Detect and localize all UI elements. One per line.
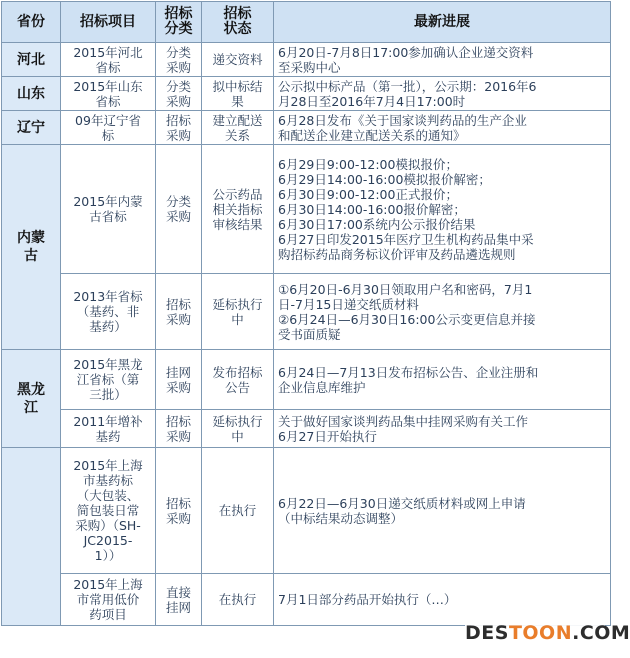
progress-cell bbox=[274, 350, 611, 410]
province-cell: 辽宁 bbox=[2, 111, 61, 145]
category-cell bbox=[156, 77, 202, 111]
cell-line: 企业信息库维护 bbox=[278, 379, 366, 395]
cell-line: 招标 bbox=[165, 413, 191, 429]
cell-line: 公告 bbox=[224, 379, 250, 395]
cell-line: 1）） bbox=[94, 548, 122, 563]
cell-line: 2015年上海 bbox=[73, 577, 143, 592]
cell-line: （中标结果动态调整） bbox=[278, 510, 404, 526]
cell-line: 中 bbox=[231, 311, 244, 327]
cell-line: 挂网 bbox=[165, 599, 191, 615]
cell-line: 2015年内蒙 bbox=[73, 194, 143, 209]
cell-line: 2015年山东 bbox=[73, 78, 143, 94]
project-cell bbox=[61, 274, 156, 350]
status-cell bbox=[202, 111, 274, 145]
bidding-progress-table bbox=[1, 1, 611, 626]
cell-line: 采购）（SH- bbox=[75, 518, 141, 533]
cell-line: 2015年黑龙 bbox=[73, 357, 143, 372]
header-province: 省份 bbox=[2, 2, 61, 43]
project-cell bbox=[61, 43, 156, 77]
project-cell bbox=[61, 350, 156, 410]
progress-cell bbox=[274, 77, 611, 111]
progress-cell bbox=[274, 274, 611, 350]
cell-line: 采购 bbox=[165, 428, 191, 444]
cell-line: 和配送企业建立配送关系的通知》 bbox=[278, 127, 466, 143]
project-cell bbox=[61, 574, 156, 626]
status-cell bbox=[202, 448, 274, 574]
cell-line: 2011年增补 bbox=[73, 413, 143, 429]
cell-line: （基药、非 bbox=[76, 304, 140, 319]
category-cell bbox=[156, 574, 202, 626]
category-cell bbox=[156, 410, 202, 448]
cell-line: 标 bbox=[101, 127, 115, 143]
status-cell bbox=[202, 350, 274, 410]
cell-line: 拟中标结 bbox=[212, 78, 263, 94]
progress-cell bbox=[274, 448, 611, 574]
cell-line: 6月20日-7月8日17:00参加确认企业递交资料 bbox=[278, 44, 534, 60]
category-cell bbox=[156, 274, 202, 350]
status-cell bbox=[202, 410, 274, 448]
project-cell bbox=[61, 111, 156, 145]
cell-line: 6月29日14:00-16:00模拟报价解密； bbox=[278, 171, 491, 187]
table-row bbox=[2, 410, 611, 448]
cell-line: 省标 bbox=[95, 59, 121, 75]
cell-line: 关于做好国家谈判药品集中挂网采购有关工作 bbox=[278, 413, 529, 429]
cell-line: 关系 bbox=[224, 127, 250, 143]
header-status: 招标 状态 bbox=[202, 2, 274, 43]
header-category: 招标 分类 bbox=[156, 2, 202, 43]
cell-line: 递交资料 bbox=[212, 52, 263, 67]
cell-line: 招标 bbox=[165, 112, 191, 128]
progress-cell bbox=[274, 43, 611, 77]
table-row bbox=[2, 274, 611, 350]
cell-line: 建立配送 bbox=[212, 112, 263, 128]
header-project: 招标项目 bbox=[61, 2, 156, 43]
cell-line: 直接 bbox=[165, 584, 191, 600]
cell-line: 三批） bbox=[89, 387, 127, 402]
cell-line: 公示药品 bbox=[212, 186, 263, 202]
cell-line: 分类 bbox=[165, 78, 191, 94]
category-cell bbox=[156, 111, 202, 145]
status-cell bbox=[202, 574, 274, 626]
table-row bbox=[2, 77, 611, 111]
province-line: 黑龙 bbox=[17, 381, 45, 398]
watermark-text-3: .COM bbox=[572, 622, 630, 644]
cell-line: 6月22日—6月30日递交纸质材料或网上申请 bbox=[278, 495, 526, 511]
watermark-text-2: TOON bbox=[508, 622, 573, 644]
cell-line: 市基药标 bbox=[82, 473, 133, 488]
cell-line: 采购 bbox=[165, 209, 191, 224]
province-line: 江 bbox=[24, 399, 38, 416]
cell-line: ①6月20日-6月30日领取用户名和密码，7月1 bbox=[278, 281, 533, 297]
watermark-logo bbox=[465, 622, 630, 648]
province-cell: 河北 bbox=[2, 43, 61, 77]
cell-line: 分类 bbox=[165, 194, 191, 209]
cell-line: 招标 bbox=[165, 296, 191, 312]
cell-line: 采购 bbox=[165, 311, 191, 327]
status-cell bbox=[202, 145, 274, 274]
cell-line: ②6月24日—6月30日16:00公示变更信息并接 bbox=[278, 311, 536, 327]
project-cell bbox=[61, 410, 156, 448]
cell-line: 2015年上海 bbox=[73, 458, 143, 473]
province-line: 古 bbox=[24, 248, 38, 264]
category-cell bbox=[156, 43, 202, 77]
progress-cell bbox=[274, 111, 611, 145]
cell-line: 延标执行 bbox=[212, 413, 263, 429]
category-cell bbox=[156, 350, 202, 410]
table-row bbox=[2, 350, 611, 410]
cell-line: 至采购中心 bbox=[278, 59, 341, 75]
cell-line: 基药） bbox=[89, 319, 127, 334]
cell-line: （大包装、 bbox=[76, 488, 140, 503]
cell-line: 月28日至2016年7月4日17:00时 bbox=[278, 93, 466, 109]
cell-line: JC2015- bbox=[83, 533, 133, 548]
cell-line: 省标 bbox=[95, 93, 121, 109]
cell-line: 相关指标 bbox=[212, 201, 263, 217]
cell-line: 6月28日发布《关于国家谈判药品的生产企业 bbox=[278, 112, 527, 128]
province-cell bbox=[2, 350, 61, 448]
cell-line: 采购 bbox=[165, 59, 191, 75]
cell-line: 受书面质疑 bbox=[278, 326, 341, 342]
cell-line: 发布招标 bbox=[212, 364, 263, 380]
project-cell bbox=[61, 448, 156, 574]
cell-line: 延标执行 bbox=[212, 296, 263, 312]
cell-line: 6月27日印发2015年医疗卫生机构药品集中采 bbox=[278, 231, 534, 247]
cell-line: 2013年省标 bbox=[73, 289, 143, 304]
cell-line: 采购 bbox=[165, 127, 191, 143]
cell-line: 采购 bbox=[165, 510, 191, 526]
progress-cell bbox=[274, 574, 611, 626]
cell-line: 在执行 bbox=[218, 503, 257, 518]
province-line: 内蒙 bbox=[17, 230, 45, 246]
cell-line: 简包装日常 bbox=[76, 503, 140, 518]
cell-line: 在执行 bbox=[218, 592, 257, 607]
province-cell bbox=[2, 448, 61, 626]
cell-line: 2015年河北 bbox=[73, 44, 143, 60]
cell-line: 公示拟中标产品（第一批），公示期：2016年6 bbox=[278, 78, 537, 94]
province-cell: 山东 bbox=[2, 77, 61, 111]
table-row bbox=[2, 448, 611, 574]
status-cell bbox=[202, 77, 274, 111]
progress-cell bbox=[274, 410, 611, 448]
project-cell bbox=[61, 77, 156, 111]
cell-line: 日-7月15日递交纸质材料 bbox=[278, 296, 419, 312]
cell-line: 采购 bbox=[165, 93, 191, 109]
cell-line: 基药 bbox=[95, 428, 121, 444]
cell-line: 中 bbox=[231, 428, 244, 444]
cell-line: 购招标药品商务标议价评审及药品遴选规则 bbox=[278, 246, 516, 262]
cell-line: 7月1日部分药品开始执行（…） bbox=[278, 592, 457, 607]
project-cell bbox=[61, 145, 156, 274]
cell-line: 采购 bbox=[165, 379, 191, 395]
table-row bbox=[2, 145, 611, 274]
province-cell bbox=[2, 145, 61, 350]
cell-line: 09年辽宁省 bbox=[75, 112, 141, 128]
header-row bbox=[2, 2, 611, 43]
cell-line: 6月30日17:00系统内公示报价结果 bbox=[278, 216, 476, 232]
status-cell bbox=[202, 43, 274, 77]
category-cell bbox=[156, 448, 202, 574]
progress-cell bbox=[274, 145, 611, 274]
cell-line: 招标 bbox=[165, 495, 191, 511]
cell-line: 果 bbox=[231, 93, 244, 109]
cell-line: 江省标（第 bbox=[76, 372, 140, 387]
table-row bbox=[2, 574, 611, 626]
cell-line: 市常用低价 bbox=[76, 592, 140, 607]
cell-line: 6月27日开始执行 bbox=[278, 428, 377, 444]
table-row bbox=[2, 111, 611, 145]
cell-line: 古省标 bbox=[89, 209, 127, 224]
cell-line: 6月24日—7月13日发布招标公告、企业注册和 bbox=[278, 364, 539, 380]
cell-line: 分类 bbox=[165, 44, 191, 60]
cell-line: 药项目 bbox=[89, 607, 127, 622]
table-row bbox=[2, 43, 611, 77]
cell-line: 6月30日14:00-16:00报价解密； bbox=[278, 201, 466, 217]
status-cell bbox=[202, 274, 274, 350]
header-progress: 最新进展 bbox=[274, 2, 611, 43]
cell-line: 6月29日9:00-12:00模拟报价； bbox=[278, 156, 458, 172]
cell-line: 挂网 bbox=[165, 364, 191, 380]
cell-line: 6月30日9:00-12:00正式报价； bbox=[278, 186, 458, 202]
category-cell bbox=[156, 145, 202, 274]
watermark-text-1: DES bbox=[465, 622, 509, 644]
cell-line: 审核结果 bbox=[212, 216, 263, 232]
